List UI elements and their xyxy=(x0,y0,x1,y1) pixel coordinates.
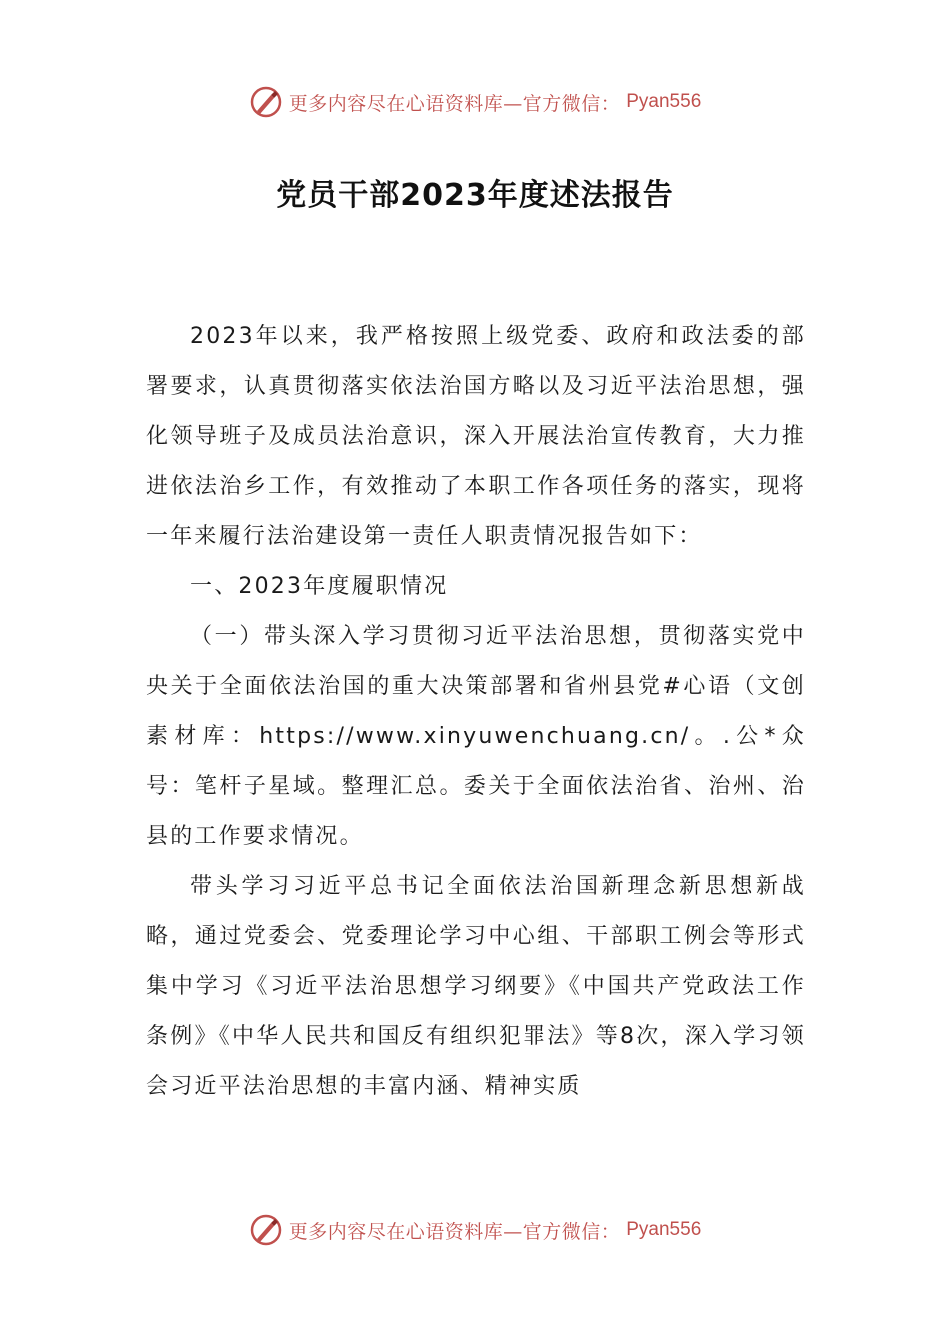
footer-wechat-id: Pyan556 xyxy=(626,1219,702,1240)
paragraph-study: 带头学习习近平总书记全面依法治国新理念新思想新战略，通过党委会、党委理论学习中心组、干部职工例会等形式集中学习《习近平法治思想学习纲要》《中国共产党政法工作条例》《中华人民共和国反有组织犯罪法》等8次，深入学习领会习近平法治思想的丰富内涵、精神实质 xyxy=(146,874,806,1099)
footer-banner-text: 更多内容尽在心语资料库—官方微信： xyxy=(288,1220,621,1243)
subsection-heading-1: （一）带头深入学习贯彻习近平法治思想，贯彻落实党中央关于全面依法治国的重大决策部署和省州县党#心语（文创素材库：https://www.xinyuwenchuang.cn/。.公*众号：笔杆子星域。整理汇总。委关于全面依法治省、治州、治县的工作要求情况。 xyxy=(146,624,806,849)
pen-logo-icon xyxy=(249,85,283,119)
section-heading-1: 一、2023年度履职情况 xyxy=(190,574,449,599)
pen-logo-icon xyxy=(249,1213,283,1247)
header-banner-text: 更多内容尽在心语资料库—官方微信： xyxy=(288,92,621,115)
document-body xyxy=(146,312,806,1112)
paragraph-intro: 2023年以来，我严格按照上级党委、政府和政法委的部署要求，认真贯彻落实依法治国方略以及习近平法治思想，强化领导班子及成员法治意识，深入开展法治宣传教育，大力推进依法治乡工作，有效推动了本职工作各项任务的落实，现将一年来履行法治建设第一责任人职责情况报告如下： xyxy=(146,324,806,549)
header-wechat-id: Pyan556 xyxy=(626,91,702,112)
header-watermark-banner xyxy=(0,82,950,122)
document-title: 党员干部2023年度述法报告 xyxy=(276,178,674,213)
footer-watermark-banner xyxy=(0,1210,950,1250)
